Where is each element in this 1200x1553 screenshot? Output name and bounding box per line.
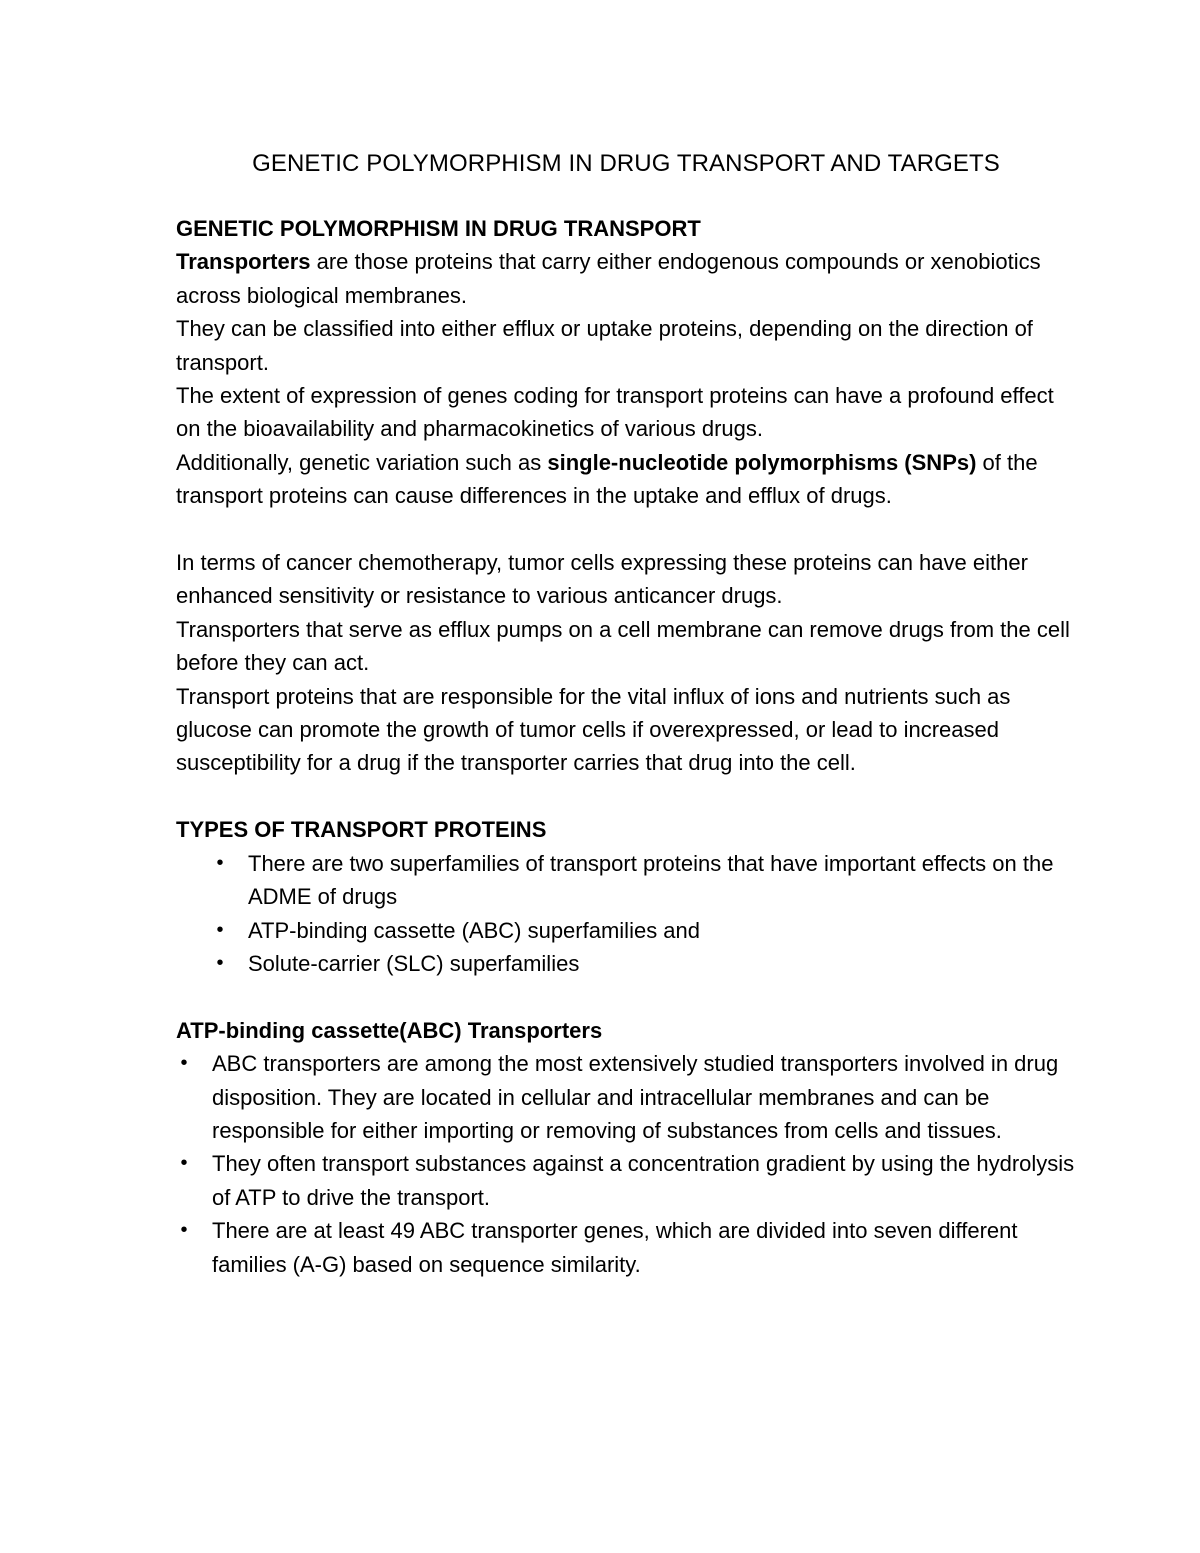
paragraph-influx: Transport proteins that are responsible for the vital influx of ions and nutrients such as glucose can promote the growth of tumor cells if overexpressed, or lead to increased susceptibility for a drug if the transporter carries that drug into the cell. <box>176 683 1011 776</box>
paragraph-text: are those proteins that carry either endogenous compounds or xenobiotics across biological membranes. <box>176 249 1041 308</box>
paragraph-expression: The extent of expression of genes coding for transport proteins can have a profound effect on the bioavailability and pharmacokinetics of various drugs. <box>176 383 1054 442</box>
list-item <box>176 1147 1076 1214</box>
list-item <box>176 1047 1076 1147</box>
bullet-icon: • <box>180 1152 188 1175</box>
section-heading-types: TYPES OF TRANSPORT PROTEINS <box>176 817 547 843</box>
list-item-text: ABC transporters are among the most extensively studied transporters involved in drug disposition. They are located in cellular and intracellular membranes and can be responsible for either importing or removing of substances from cells and tissues. <box>212 1051 1059 1143</box>
term-transporters: Transporters <box>176 249 311 275</box>
paragraph-spacer <box>176 780 1076 813</box>
term-snps: single-nucleotide polymorphisms (SNPs) <box>547 449 977 475</box>
document-body <box>176 146 1076 1281</box>
section-heading-drug-transport: GENETIC POLYMORPHISM IN DRUG TRANSPORT <box>176 216 701 241</box>
document-title: GENETIC POLYMORPHISM IN DRUG TRANSPORT AND TARGETS <box>252 150 1000 177</box>
paragraph-efflux-pumps: Transporters that serve as efflux pumps on a cell membrane can remove drugs from the cell before they can act. <box>176 616 1070 676</box>
list-item-text: They often transport substances against a concentration gradient by using the hydrolysis of ATP to drive the transport. <box>212 1151 1075 1210</box>
bullet-icon: • <box>216 951 224 974</box>
paragraph-text: of the transport proteins can cause differences in the uptake and efflux of drugs. <box>176 449 1038 509</box>
list-item <box>176 914 1076 947</box>
abc-bullet-list <box>176 1047 1076 1281</box>
list-item <box>176 1214 1076 1281</box>
list-item <box>176 847 1076 914</box>
paragraph-snps <box>176 446 1076 513</box>
paragraph-spacer <box>176 980 1076 1013</box>
bullet-icon: • <box>180 1052 188 1075</box>
bullet-icon: • <box>216 851 224 874</box>
list-item-text: Solute-carrier (SLC) superfamilies <box>248 950 580 976</box>
list-item-text: There are two superfamilies of transport proteins that have important effects on the ADME of drugs <box>248 850 1054 910</box>
bullet-icon: • <box>180 1219 188 1242</box>
paragraph-classification: They can be classified into either efflux or uptake proteins, depending on the direction of transport. <box>176 316 1033 375</box>
types-bullet-list <box>176 847 1076 981</box>
paragraph-chemotherapy: In terms of cancer chemotherapy, tumor cells expressing these proteins can have either enhanced sensitivity or resistance to various anticancer drugs. <box>176 550 1028 609</box>
bullet-icon: • <box>216 918 224 941</box>
list-item <box>176 947 1076 980</box>
paragraph-text: Additionally, genetic variation such as <box>176 449 548 475</box>
paragraph-transporters-definition <box>176 245 1076 312</box>
list-item-text: ATP-binding cassette (ABC) superfamilies and <box>248 917 701 943</box>
list-item-text: There are at least 49 ABC transporter genes, which are divided into seven different families (A-G) based on sequence similarity. <box>212 1218 1018 1277</box>
paragraph-spacer <box>176 513 1076 546</box>
section-heading-abc: ATP-binding cassette(ABC) Transporters <box>176 1017 603 1043</box>
